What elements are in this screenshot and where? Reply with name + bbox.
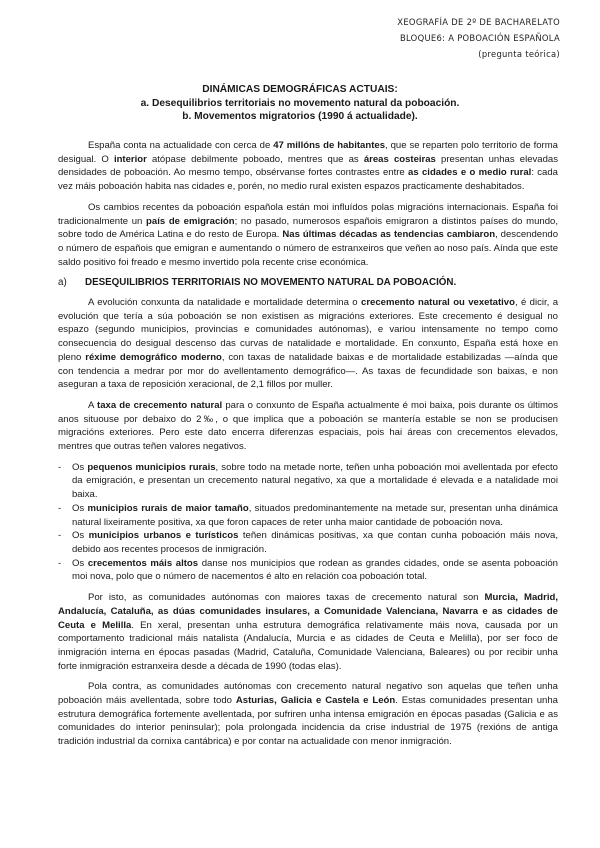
list-item: - Os pequenos municipios rurais, sobre todo na metade norte, teñen unha poboación moi avellentada por efecto da emigración, e presentan un crecemento natural negativo, xa que a mortalidade é elevada e a natalidade moi baixa. xyxy=(58,461,558,502)
title-main: DINÁMICAS DEMOGRÁFICAS ACTUAIS: xyxy=(202,84,398,95)
intro-paragraph-1: España conta na actualidade con cerca de 47 millóns de habitantes, que se reparten polo territorio de forma desigual. O interior atópase debilmente poboado, mentres que as áreas costeiras presentan unhas elevadas densidades de poboación. Ao mesmo tempo, obsérvanse fortes contrastes entre as cidades e o medio rural: cada vez máis poboación habita nas cidades e, porén, no medio rural existen espazos practicamente deshabitados. xyxy=(58,140,558,193)
title-item-a: a. Desequilibrios territoriais no movemento natural da poboación. xyxy=(140,97,460,109)
section-a-heading xyxy=(58,276,558,290)
section-a-letter: a) xyxy=(58,277,67,289)
intro-paragraph-2: Os cambios recentes da poboación española están moi influídos polas migracións internacionais. España foi tradicionalmente un país de emigración; no pasado, numerosos españois emigraron a distintos países do mundo, sobre todo de América Latina e do resto de Europa. Nas últimas décadas as tendencias cambiaron, descendendo o número de españois que emigran e aumentando o número de estranxeiros que veñen ao noso país. Aínda que este saldo positivo foi freado e mesmo invertido pola recente crise económica. xyxy=(58,201,559,268)
header-question-type: (pregunta teórica) xyxy=(478,49,560,59)
section-a-paragraph-2: A taxa de crecemento natural para o conxunto de España actualmente é moi baixa, pois durante os últimos anos situouse por debaixo do 2‰, o que implica que a poboación se mantería estable se non se producisen migracións exteriores. Pero este dato encerra diferenzas espaciais, pois hai áreas con crecementos elevados, mentres que outras teñen valores negativos. xyxy=(58,399,558,453)
section-a-paragraph-4: Pola contra, as comunidades autónomas con crecemento natural negativo son aquelas que teñen unha poboación máis avellentada, sobre todo Asturias, Galicia e Castela e León. Estas comunidades presentan unha estrutura demográfica fortemente avellentada, por sufriren unha intensa emigración en épocas pasadas (Galicia e as comunidades do interior peninsular); pola prolongada incidencia da crise industrial de 1975 (rexións de antiga tradición industrial da cornixa cantábrica) e por contar na actualidade con menor inmigración. xyxy=(58,681,558,748)
document-body xyxy=(58,139,558,749)
municipality-list xyxy=(58,461,558,584)
section-a-paragraph-1: A evolución conxunta da natalidade e mortalidade determina o crecemento natural ou vexetativo, é dicir, a evolución que tería a súa poboación se non existisen as migracións exteriores. Este crecemento é desigual no espazo (segundo municipios, provincias e comunidades autónomas), e variou intensamente no tempo como consecuencia do desigual descenso das curvas de natalidade e mortalidade. En conxunto, España está hoxe en pleno réxime demográfico moderno, con taxas de natalidade baixas e de mortalidade estabilizadas —aínda que con tendencia a medrar por mor do avellentamento demográfico—. As taxas de fecundidade son baixas, e non aseguran a taxa de reposición xeracional, de 2,1 fillos por muller. xyxy=(58,297,559,391)
header-course: XEOGRAFÍA DE 2º DE BACHARELATO xyxy=(397,17,560,27)
title-item-b: b. Movementos migratorios (1990 á actualidade). xyxy=(182,111,418,122)
page-header xyxy=(397,14,560,62)
section-a-paragraph-3: Por isto, as comunidades autónomas con maiores taxas de crecemento natural son Murcia, Madrid, Andalucía, Cataluña, as dúas comunidades insulares, a Comunidade Valenciana, Navarra e as cidades de Ceuta e Melilla. En xeral, presentan unha estrutura demográfica relativamente máis nova, causada por un comportamento tradicional máis natalista (Andalucía, Murcia e as cidades de Ceuta e Melilla), por ser foco de inmigración interna en épocas pasadas (Madrid, Cataluña, Comunidade Valenciana, Baleares) ou por recibir unha forte inmigración estranxeira desde a década de 1990 (todas elas). xyxy=(58,592,558,672)
header-block: BLOQUE6: A POBOACIÓN ESPAÑOLA xyxy=(399,33,560,43)
section-a-title: DESEQUILIBRIOS TERRITORIAIS NO MOVEMENTO NATURAL DA POBOACIÓN. xyxy=(85,277,457,289)
list-item: - Os crecementos máis altos danse nos municipios que rodean as grandes cidades, onde se asenta poboación moi nova, polo que o número de nacementos é alto en relación coa poboación total. xyxy=(58,557,558,584)
list-item: - Os municipios urbanos e turísticos teñen dinámicas positivas, xa que contan cunha poboación máis nova, debido aos recentes procesos de inmigración. xyxy=(58,529,558,556)
list-item: - Os municipios rurais de maior tamaño, situados predominantemente na metade sur, presentan unha dinámica natural lixeiramente positiva, xa que foron capaces de reter unha maior cantidade de poboación nova. xyxy=(58,502,558,529)
document-title xyxy=(0,83,600,124)
